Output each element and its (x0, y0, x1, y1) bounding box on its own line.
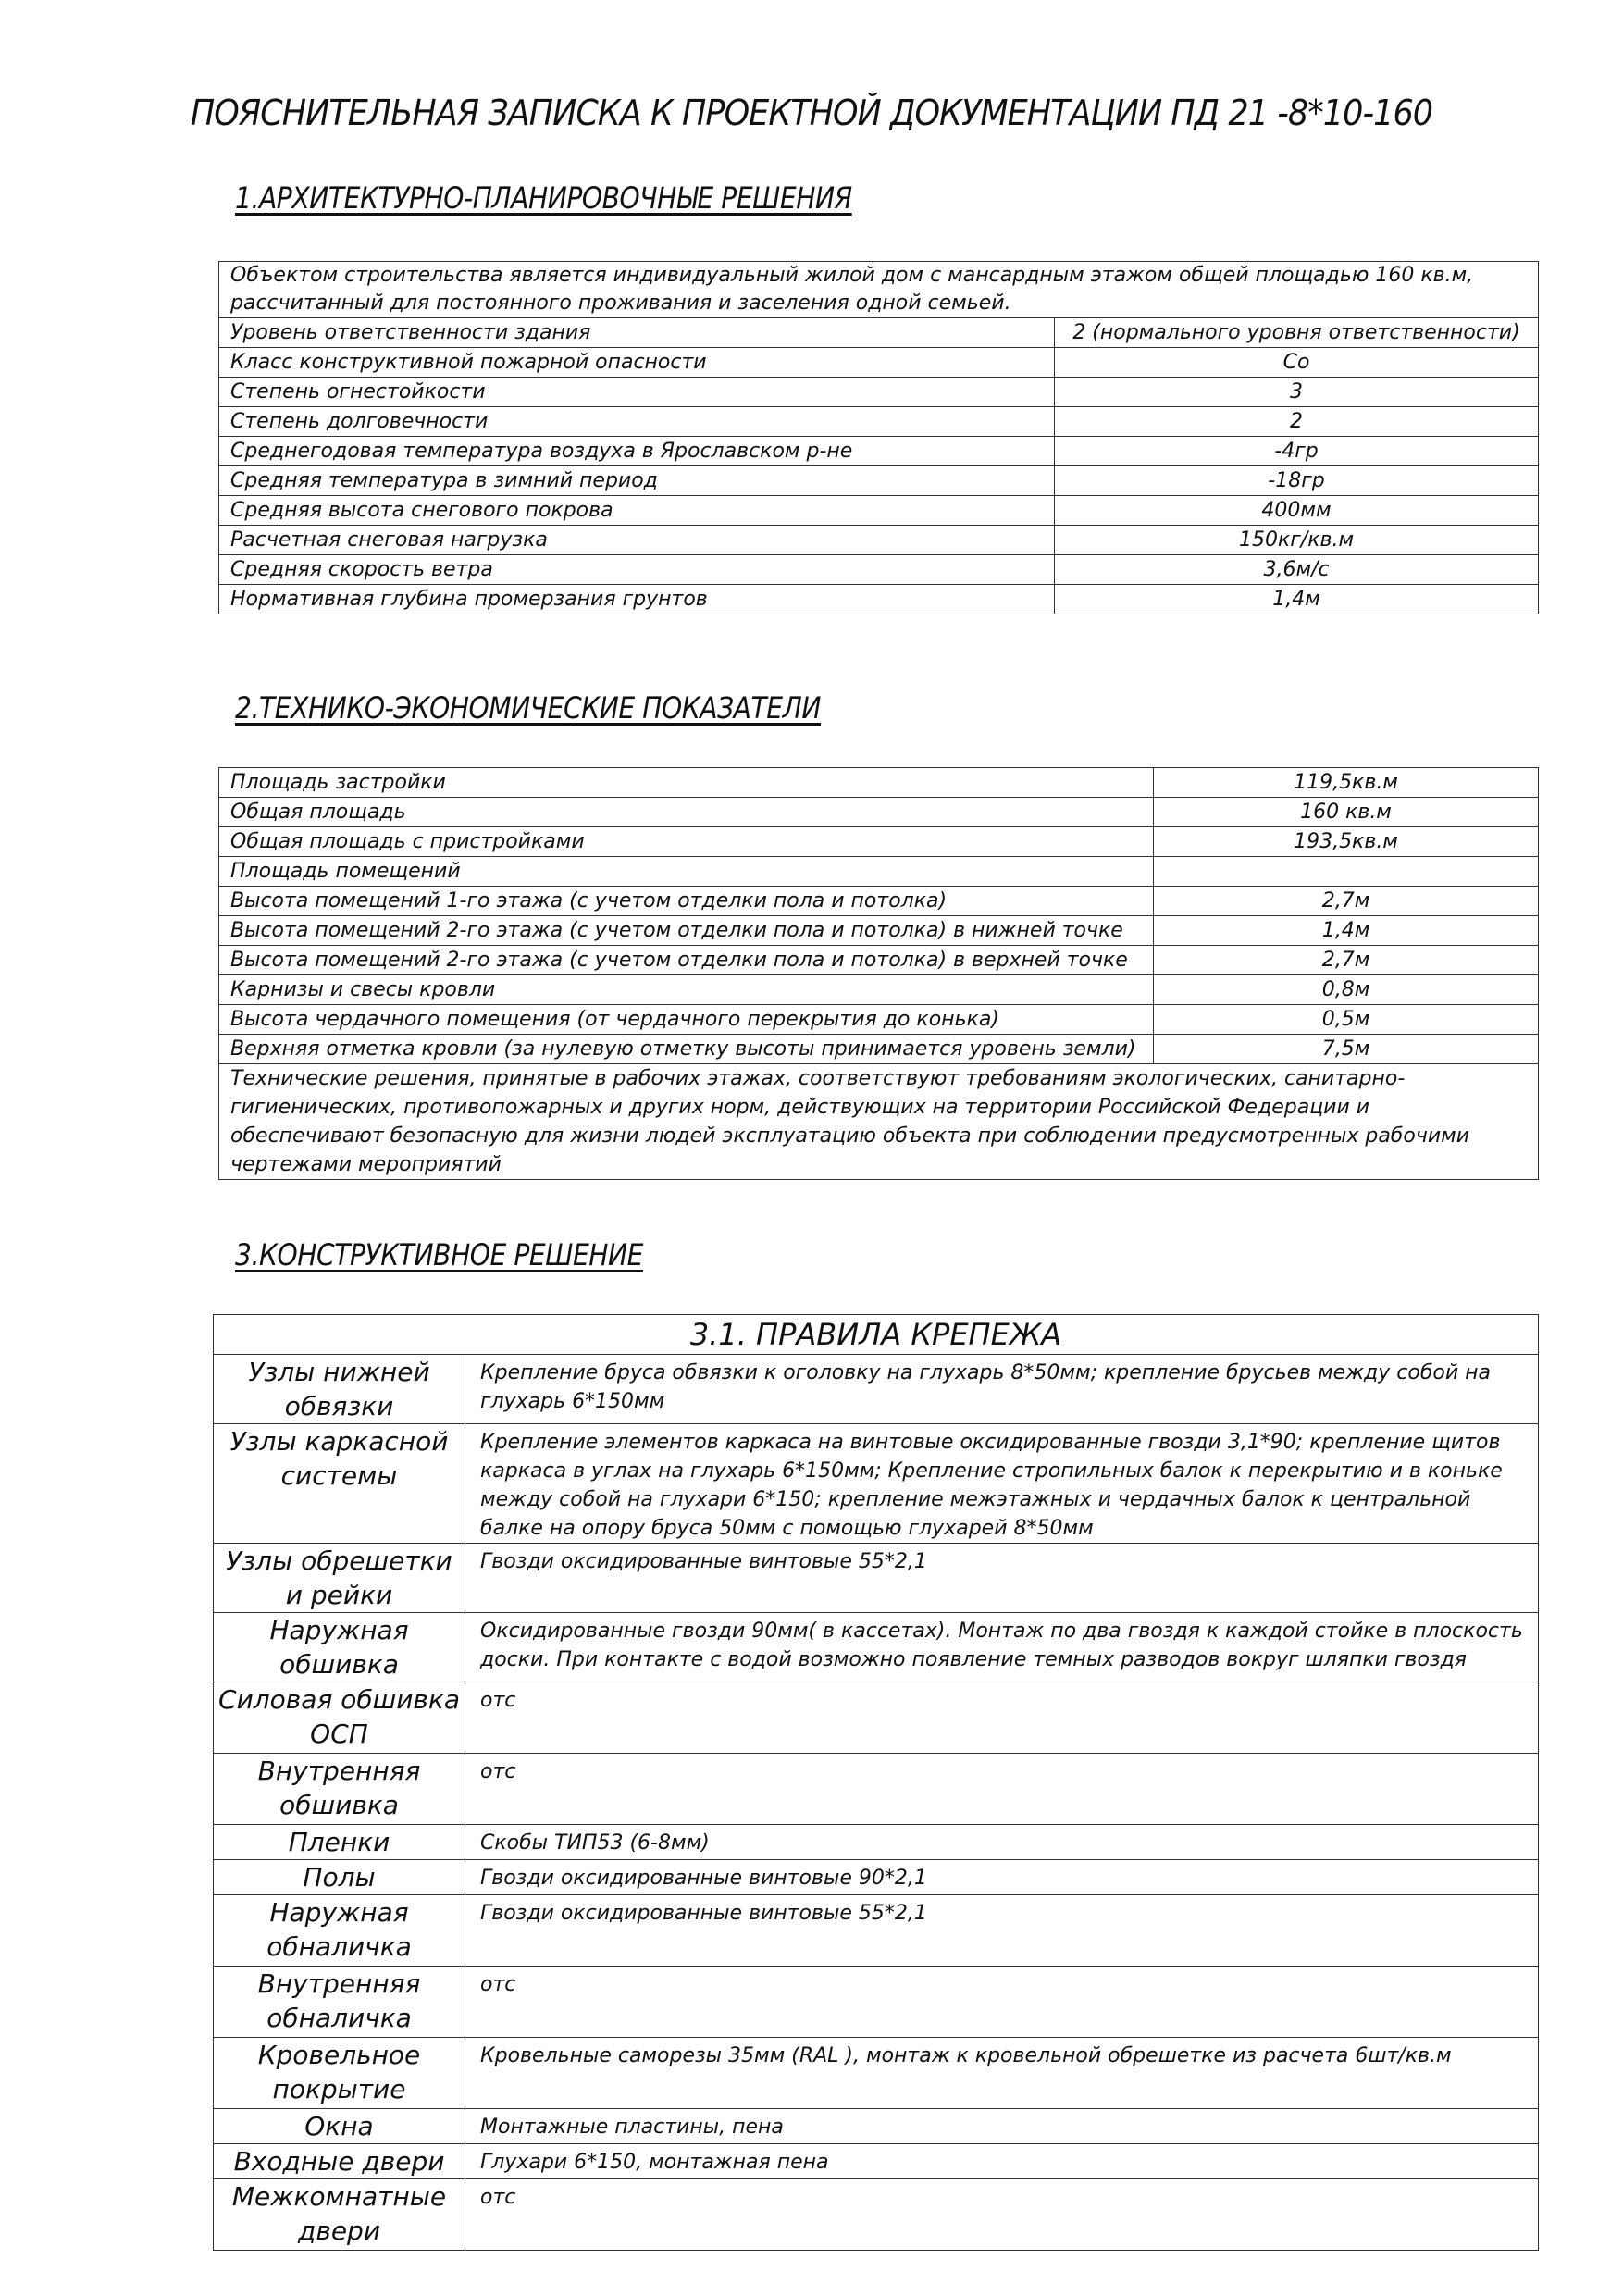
parameter-label: Уровень ответственности здания (219, 318, 1055, 348)
fastening-description: Гвозди оксидированные винтовые 55*2,1 (465, 1895, 1539, 1967)
fastening-node-label: Кровельное покрытие (214, 2038, 465, 2109)
fastening-row (214, 2144, 1539, 2179)
fastening-description: Гвозди оксидированные винтовые 90*2,1 (465, 1860, 1539, 1895)
fastening-rules-table (213, 1314, 1539, 2251)
table-row (219, 946, 1539, 975)
table-row (219, 975, 1539, 1005)
fastening-row (214, 2179, 1539, 2251)
table-row (219, 407, 1539, 437)
parameter-label: Нормативная глубина промерзания грунтов (219, 585, 1055, 614)
parameter-value: 2 (1055, 407, 1539, 437)
document-title: ПОЯСНИТЕЛЬНАЯ ЗАПИСКА К ПРОЕКТНОЙ ДОКУМЕНТАЦИИ ПД 21 -8*10-160 (190, 93, 1433, 133)
compliance-note: Технические решения, принятые в рабочих этажах, соответствуют требованиям экологических, санитарно-гигиенических, противопожарных и других норм, действующих на территории Российской Федерации и обеспечивают безопасную для жизни людей эксплуатацию объекта при соблюдении предусмотренных рабочими чертежами мероприятий (219, 1064, 1539, 1180)
table-row (219, 348, 1539, 378)
table-row (219, 1005, 1539, 1035)
indicator-label: Карнизы и свесы кровли (219, 975, 1154, 1005)
parameter-label: Класс конструктивной пожарной опасности (219, 348, 1055, 378)
fastening-row (214, 1895, 1539, 1967)
indicator-label: Общая площадь (219, 798, 1154, 827)
section-2-heading: 2.ТЕХНИКО-ЭКОНОМИЧЕСКИЕ ПОКАЗАТЕЛИ (235, 690, 821, 726)
table-row (219, 378, 1539, 407)
fastening-description: Крепление бруса обвязки к оголовку на глухарь 8*50мм; крепление брусьев между собой на глухарь 6*150мм (465, 1355, 1539, 1424)
fastening-node-label: Силовая обшивка ОСП (214, 1682, 465, 1754)
table-row (219, 585, 1539, 614)
parameter-label: Средняя температура в зимний период (219, 466, 1055, 496)
table-row (219, 857, 1539, 887)
table-row (219, 827, 1539, 857)
fastening-node-label: Узлы обрешетки и рейки (214, 1544, 465, 1613)
parameter-value: 3 (1055, 378, 1539, 407)
table-row (219, 555, 1539, 585)
indicator-value: 193,5кв.м (1154, 827, 1539, 857)
table-row (219, 496, 1539, 526)
fastening-row (214, 1424, 1539, 1544)
fastening-row (214, 1682, 1539, 1754)
parameter-value: -4гр (1055, 437, 1539, 466)
technical-economic-table (218, 767, 1539, 1180)
indicator-label: Верхняя отметка кровли (за нулевую отметку высоты принимается уровень земли) (219, 1035, 1154, 1064)
fastening-description: Гвозди оксидированные винтовые 55*2,1 (465, 1544, 1539, 1613)
fastening-description: Монтажные пластины, пена (465, 2109, 1539, 2144)
parameter-value: 1,4м (1055, 585, 1539, 614)
fastening-description: отс (465, 1967, 1539, 2038)
fastening-description: отс (465, 2179, 1539, 2251)
table-row (219, 1035, 1539, 1064)
project-description: Объектом строительства является индивидуальный жилой дом с мансардным этажом общей площадью 160 кв.м, рассчитанный для постоянного проживания и заселения одной семьей. (219, 262, 1539, 318)
fastening-row (214, 1967, 1539, 2038)
fastening-caption-row (214, 1315, 1539, 1355)
fastening-row (214, 1860, 1539, 1895)
fastening-row (214, 1544, 1539, 1613)
compliance-note-row (219, 1064, 1539, 1180)
indicator-label: Площадь помещений (219, 857, 1154, 887)
parameter-label: Степень огнестойкости (219, 378, 1055, 407)
parameter-value: -18гр (1055, 466, 1539, 496)
fastening-description: Скобы ТИП53 (6-8мм) (465, 1825, 1539, 1860)
parameter-value: 150кг/кв.м (1055, 526, 1539, 555)
indicator-value (1154, 857, 1539, 887)
fastening-description: Крепление элементов каркаса на винтовые оксидированные гвозди 3,1*90; крепление щитов каркаса в углах на глухарь 6*150мм; Крепление стропильных балок к перекрытию и в коньке между собой на глухари 6*150; крепление межэтажных и чердачных балок к центральной балке на опору бруса 50мм с помощью глухарей 8*50мм (465, 1424, 1539, 1544)
parameter-label: Расчетная снеговая нагрузка (219, 526, 1055, 555)
fastening-node-label: Окна (214, 2109, 465, 2144)
fastening-row (214, 1355, 1539, 1424)
fastening-node-label: Узлы нижней обвязки (214, 1355, 465, 1424)
parameter-value: 2 (нормального уровня ответственности) (1055, 318, 1539, 348)
fastening-node-label: Межкомнатные двери (214, 2179, 465, 2251)
fastening-node-label: Внутренняя обшивка (214, 1754, 465, 1825)
architectural-table (218, 261, 1539, 614)
indicator-label: Площадь застройки (219, 768, 1154, 798)
fastening-node-label: Узлы каркасной системы (214, 1424, 465, 1544)
parameter-value: 400мм (1055, 496, 1539, 526)
fastening-description: Оксидированные гвозди 90мм( в кассетах). Монтаж по два гвоздя к каждой стойке в плоскость доски. При контакте с водой возможно появление темных разводов вокруг шляпки гвоздя (465, 1613, 1539, 1682)
fastening-row (214, 1754, 1539, 1825)
fastening-description: Глухари 6*150, монтажная пена (465, 2144, 1539, 2179)
indicator-value: 0,5м (1154, 1005, 1539, 1035)
fastening-table-caption: 3.1. ПРАВИЛА КРЕПЕЖА (214, 1315, 1539, 1355)
table-row (219, 768, 1539, 798)
indicator-value: 0,8м (1154, 975, 1539, 1005)
table-row (219, 437, 1539, 466)
parameter-value: 3,6м/с (1055, 555, 1539, 585)
fastening-node-label: Пленки (214, 1825, 465, 1860)
indicator-label: Высота помещений 2-го этажа (с учетом отделки пола и потолка) в нижней точке (219, 916, 1154, 946)
parameter-label: Средняя скорость ветра (219, 555, 1055, 585)
table-row (219, 798, 1539, 827)
section-3-heading: 3.КОНСТРУКТИВНОЕ РЕШЕНИЕ (235, 1237, 644, 1272)
indicator-value: 1,4м (1154, 916, 1539, 946)
parameter-label: Средняя высота снегового покрова (219, 496, 1055, 526)
fastening-description: отс (465, 1754, 1539, 1825)
section-1-heading: 1.АРХИТЕКТУРНО-ПЛАНИРОВОЧНЫЕ РЕШЕНИЯ (235, 180, 852, 216)
indicator-value: 2,7м (1154, 946, 1539, 975)
indicator-label: Общая площадь с пристройками (219, 827, 1154, 857)
indicator-label: Высота помещений 2-го этажа (с учетом отделки пола и потолка) в верхней точке (219, 946, 1154, 975)
intro-row (219, 262, 1539, 318)
parameter-value: Со (1055, 348, 1539, 378)
parameter-label: Степень долговечности (219, 407, 1055, 437)
fastening-row (214, 2109, 1539, 2144)
indicator-label: Высота чердачного помещения (от чердачного перекрытия до конька) (219, 1005, 1154, 1035)
table-row (219, 916, 1539, 946)
fastening-row (214, 1613, 1539, 1682)
parameter-label: Среднегодовая температура воздуха в Ярославском р-не (219, 437, 1055, 466)
fastening-node-label: Внутренняя обналичка (214, 1967, 465, 2038)
table-row (219, 466, 1539, 496)
fastening-description: отс (465, 1682, 1539, 1754)
fastening-row (214, 2038, 1539, 2109)
indicator-value: 160 кв.м (1154, 798, 1539, 827)
indicator-label: Высота помещений 1-го этажа (с учетом отделки пола и потолка) (219, 887, 1154, 916)
fastening-description: Кровельные саморезы 35мм (RAL ), монтаж к кровельной обрешетке из расчета 6шт/кв.м (465, 2038, 1539, 2109)
fastening-node-label: Входные двери (214, 2144, 465, 2179)
fastening-node-label: Полы (214, 1860, 465, 1895)
fastening-node-label: Наружная обналичка (214, 1895, 465, 1967)
indicator-value: 7,5м (1154, 1035, 1539, 1064)
fastening-row (214, 1825, 1539, 1860)
indicator-value: 2,7м (1154, 887, 1539, 916)
table-row (219, 318, 1539, 348)
indicator-value: 119,5кв.м (1154, 768, 1539, 798)
table-row (219, 887, 1539, 916)
table-row (219, 526, 1539, 555)
fastening-node-label: Наружная обшивка (214, 1613, 465, 1682)
